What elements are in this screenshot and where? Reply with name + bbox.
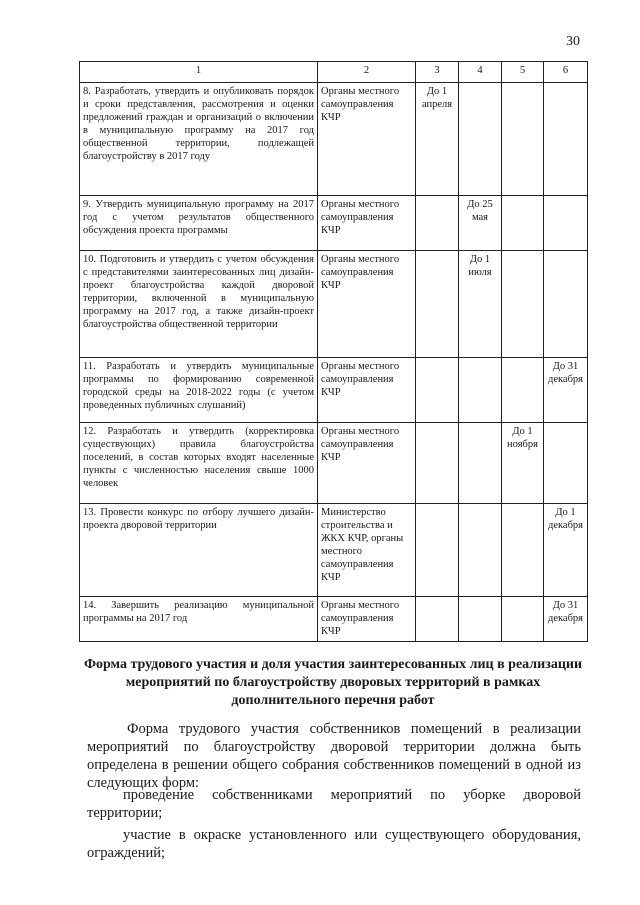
table-row [80,504,588,597]
deadline-cell [502,504,544,597]
deadline-cell: До 25 мая [459,196,502,251]
deadline-cell [459,504,502,597]
deadline-cell [544,83,588,196]
deadline-cell [459,597,502,642]
deadline-cell: До 1 июля [459,251,502,358]
executor-cell: Министерство строительства и ЖКХ КЧР, органы местного самоуправления КЧР [318,504,416,597]
column-header: 6 [544,62,588,83]
deadline-cell: До 31 декабря [544,597,588,642]
table-row [80,83,588,196]
column-header: 5 [502,62,544,83]
page-number: 30 [566,34,580,49]
executor-cell: Органы местного самоуправления КЧР [318,83,416,196]
deadline-cell: До 31 декабря [544,358,588,423]
task-cell: 8. Разработать, утвердить и опубликовать порядок и сроки представления, рассмотрения и оценки предложений граждан и организаций о включении в муниципальную программу на 2017 год общественной территории, подлежащей благоустройству в 2017 году [80,83,318,196]
column-header: 1 [80,62,318,83]
section-title: Форма трудового участия и доля участия заинтересованных лиц в реализации мероприятий по благоустройству дворовых территорий в рамках дополнительного перечня работ [83,657,583,708]
body-paragraph: Форма трудового участия собственников помещений в реализации мероприятий по благоустройству дворовой территории должна быть определена в решении общего собрания собственников помещений в одной из следующих форм: [87,721,581,791]
deadline-cell [459,83,502,196]
column-header: 4 [459,62,502,83]
deadline-cell [416,597,459,642]
deadline-cell [416,196,459,251]
deadline-cell [416,423,459,504]
executor-cell: Органы местного самоуправления КЧР [318,423,416,504]
deadline-cell [544,251,588,358]
table-row [80,196,588,251]
task-cell: 10. Подготовить и утвердить с учетом обсуждения с представителями заинтересованных лиц дизайн-проект благоустройства каждой дворовой территории, включенной в муниципальную программу на 2017 год, а также дизайн-проект благоустройства общественной территории [80,251,318,358]
table-header-row [80,62,588,83]
task-cell: 11. Разработать и утвердить муниципальные программы по формированию современной городской среды на 2018-2022 годы (с учетом проведенных публичных слушаний) [80,358,318,423]
task-cell: 14. Завершить реализацию муниципальной программы на 2017 год [80,597,318,642]
deadline-cell [502,251,544,358]
task-cell: 13. Провести конкурс по отбору лучшего дизайн-проекта дворовой территории [80,504,318,597]
deadline-cell [502,597,544,642]
measures-table [79,61,588,642]
deadline-cell [416,251,459,358]
deadline-cell [544,196,588,251]
deadline-cell [502,83,544,196]
executor-cell: Органы местного самоуправления КЧР [318,196,416,251]
table-row [80,597,588,642]
deadline-cell [502,196,544,251]
table-row [80,423,588,504]
deadline-cell: До 1 ноября [502,423,544,504]
executor-cell: Органы местного самоуправления КЧР [318,597,416,642]
table-row [80,251,588,358]
body-paragraph: проведение собственниками мероприятий по уборке дворовой территории; [87,787,581,821]
executor-cell: Органы местного самоуправления КЧР [318,251,416,358]
deadline-cell: До 1 апреля [416,83,459,196]
deadline-cell [416,504,459,597]
deadline-cell [459,358,502,423]
task-cell: 9. Утвердить муниципальную программу на 2017 год с учетом результатов общественного обсуждения проекта программы [80,196,318,251]
executor-cell: Органы местного самоуправления КЧР [318,358,416,423]
deadline-cell [459,423,502,504]
deadline-cell [416,358,459,423]
column-header: 2 [318,62,416,83]
body-paragraph: участие в окраске установленного или существующего оборудования, ограждений; [87,827,581,861]
column-header: 3 [416,62,459,83]
table-row [80,358,588,423]
deadline-cell [544,423,588,504]
deadline-cell: До 1 декабря [544,504,588,597]
deadline-cell [502,358,544,423]
task-cell: 12. Разработать и утвердить (корректировка существующих) правила благоустройства поселений, в состав которых входят населенные пункты с численностью населения свыше 1000 человек [80,423,318,504]
